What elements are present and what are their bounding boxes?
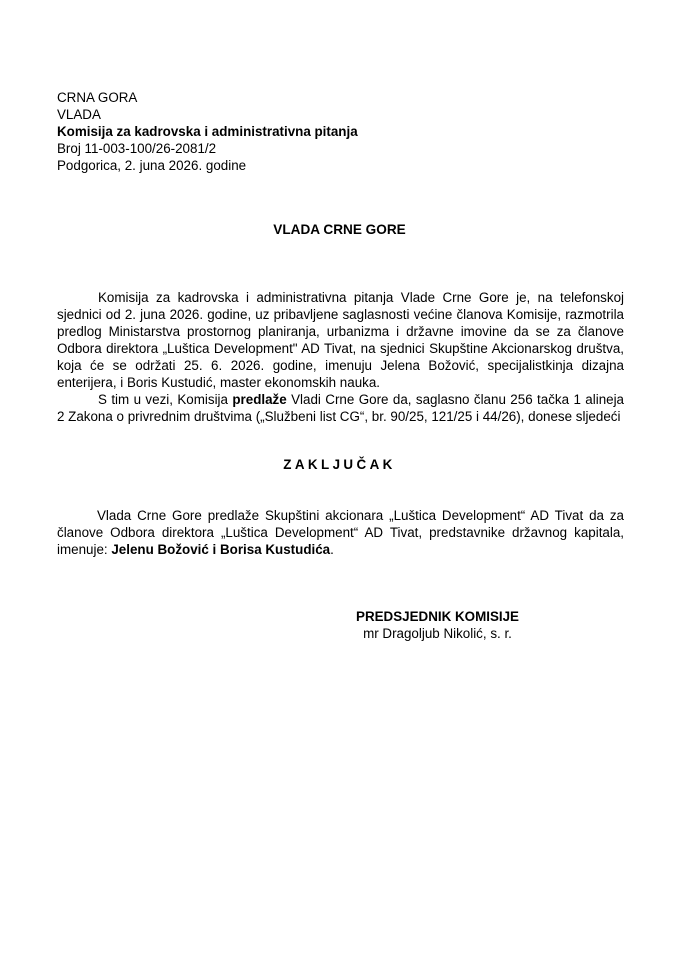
body-paragraph-2-emphasis: predlaže xyxy=(232,392,287,407)
decision-paragraph xyxy=(57,507,624,558)
country-name: CRNA GORA xyxy=(57,90,138,105)
body-paragraph-2 xyxy=(57,391,624,425)
decision-text-start: Vlada Crne Gore predlaže Skupštini akcionara „Luštica Development“ AD Tivat da za članove Odbora direktora „Luštica Development“ AD Tivat, predstavnike državnog kapitala, imenuje: xyxy=(57,508,624,557)
decision-nominees: Jelenu Božović i Borisa Kustudića xyxy=(111,542,331,557)
decision-text-end: . xyxy=(330,542,334,557)
body-paragraph-1: Komisija za kadrovska i administrativna pitanja Vlade Crne Gore je, na telefonskoj sjednici od 2. juna 2026. godine, uz pribavljene saglasnosti većine članova Komisije, razmotrila predlog Ministarstva prostornog planiranja, urbanizma i državne imovine da se za članove Odbora direktora „Luštica Development" AD Tivat, na sjednici Skupštine Akcionarskog društva, koja će se održati 25. 6. 2026. godine, imenuju Jelena Božović, specijalistkinja dizajna enterijera, i Boris Kustudić, master ekonomskih nauka. xyxy=(57,290,624,390)
document-body xyxy=(57,289,624,425)
body-paragraph-2-end: Vladi Crne Gore da, saglasno članu 256 tačka 1 alineja 2 Zakona o privrednim društvima („Službeni list CG“, br. 90/25, 121/25 i 44/26), donese sljedeći xyxy=(57,392,625,424)
decision-section xyxy=(57,507,624,558)
signature-name: mr Dragoljub Nikolić, s. r. xyxy=(363,626,512,641)
conclusion-heading: ZAKLJUČAK xyxy=(283,457,396,472)
commission-name: Komisija za kadrovska i administrativna pitanja xyxy=(57,124,358,139)
body-paragraph-2-start: S tim u vezi, Komisija xyxy=(98,392,233,407)
signature-block xyxy=(320,608,555,642)
document-title: VLADA CRNE GORE xyxy=(273,222,406,237)
government-name: VLADA xyxy=(57,107,101,122)
place-date: Podgorica, 2. juna 2026. godine xyxy=(57,158,247,173)
signature-role: PREDSJEDNIK KOMISIJE xyxy=(356,609,519,624)
document-number: Broj 11-003-100/26-2081/2 xyxy=(57,141,217,156)
document-header xyxy=(57,89,617,174)
